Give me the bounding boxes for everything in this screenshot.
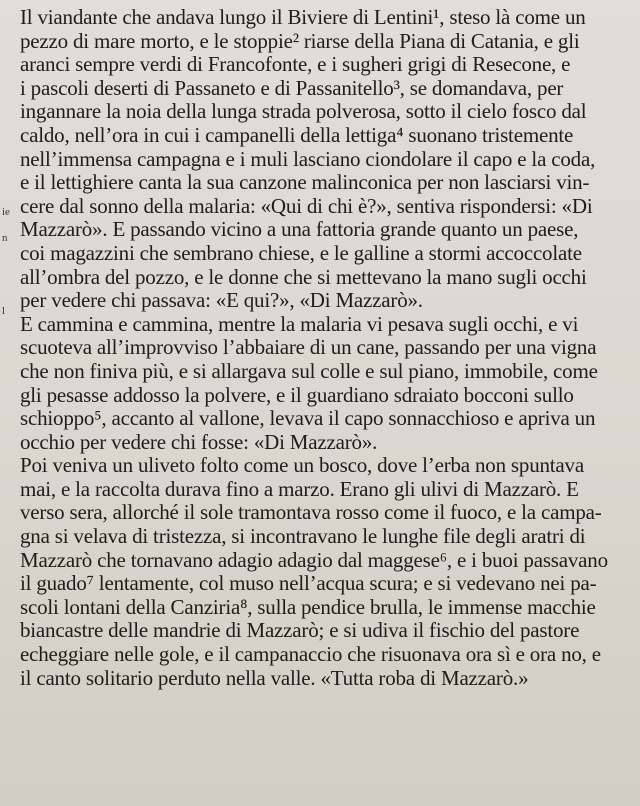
text-line: il canto solitario perduto nella valle. «Tutta roba di Mazzarò.» <box>20 666 529 690</box>
text-line: Il viandante che andava lungo il Biviere di Lentini¹, steso là come un <box>20 6 586 29</box>
body-text <box>20 6 638 690</box>
text-line: Poi veniva un uliveto folto come un bosco, dove l’erba non spuntava <box>20 454 584 478</box>
text-line: pezzo di mare morto, e le stoppie² riarse della Piana di Catania, e gli <box>20 29 580 53</box>
text-line: e il lettighiere canta la sua canzone malinconica per non lasciarsi vin- <box>20 171 590 195</box>
text-line: il guado⁷ lentamente, col muso nell’acqua scura; e si vedevano nei pa- <box>20 572 597 596</box>
text-line: aranci sempre verdi di Francofonte, e i sugheri grigi di Resecone, e <box>20 53 571 77</box>
text-line: gli pesasse addosso la polvere, e il guardiano sdraiato bocconi sullo <box>20 383 574 407</box>
text-line: all’ombra del pozzo, e le donne che si mettevano la mano sugli occhi <box>20 265 587 289</box>
text-line: ingannare la noia della lunga strada polverosa, sotto il cielo fosco dal <box>20 100 587 124</box>
left-margin-bleed <box>0 0 14 806</box>
text-line: echeggiare nelle gole, e il campanaccio che risuonava ora sì e ora no, e <box>20 643 601 667</box>
margin-fragment: ie <box>2 206 10 218</box>
text-line: E cammina e cammina, mentre la malaria vi pesava sugli occhi, e vi <box>20 312 579 336</box>
text-line: biancastre delle mandrie di Mazzarò; e si udiva il fischio del pastore <box>20 619 580 643</box>
text-line: scuoteva all’improvviso l’abbaiare di un cane, passando per una vigna <box>20 336 597 360</box>
text-line: per vedere chi passava: «E qui?», «Di Mazzarò». <box>20 289 423 313</box>
text-line: scoli lontani della Canziria⁸, sulla pendice brulla, le immense macchie <box>20 595 596 619</box>
text-line: Mazzarò che tornavano adagio adagio dal maggese⁶, e i buoi passavano <box>20 548 608 572</box>
margin-fragment: l <box>2 305 6 317</box>
text-line: cere dal sonno della malaria: «Qui di chi è?», sentiva rispondersi: «Di <box>20 194 593 218</box>
text-line: i pascoli deserti di Passaneto e di Passanitello³, se domandava, per <box>20 76 564 100</box>
text-line: mai, e la raccolta durava fino a marzo. Erano gli ulivi di Mazzarò. E <box>20 477 579 501</box>
text-line: occhio per vedere chi fosse: «Di Mazzarò». <box>20 430 378 454</box>
text-line: caldo, nell’ora in cui i campanelli della lettiga⁴ suonano tristemente <box>20 123 574 147</box>
text-line: che non finiva più, e si allargava sul colle e sul piano, immobile, come <box>20 359 598 383</box>
text-line: coi magazzini che sembrano chiese, e le galline a stormi accoccolate <box>20 241 582 265</box>
margin-fragment: n <box>2 232 8 244</box>
text-line: Mazzarò». E passando vicino a una fattoria grande quanto un paese, <box>20 218 579 242</box>
text-line: gna si velava di tristezza, si incontravano le lunghe file degli aratri di <box>20 525 586 549</box>
text-line: verso sera, allorché il sole tramontava rosso come il fuoco, e la campa- <box>20 501 602 525</box>
text-line: nell’immensa campagna e i muli lasciano ciondolare il capo e la coda, <box>20 147 596 171</box>
text-line: schioppo⁵, accanto al vallone, levava il capo sonnacchioso e apriva un <box>20 407 596 431</box>
